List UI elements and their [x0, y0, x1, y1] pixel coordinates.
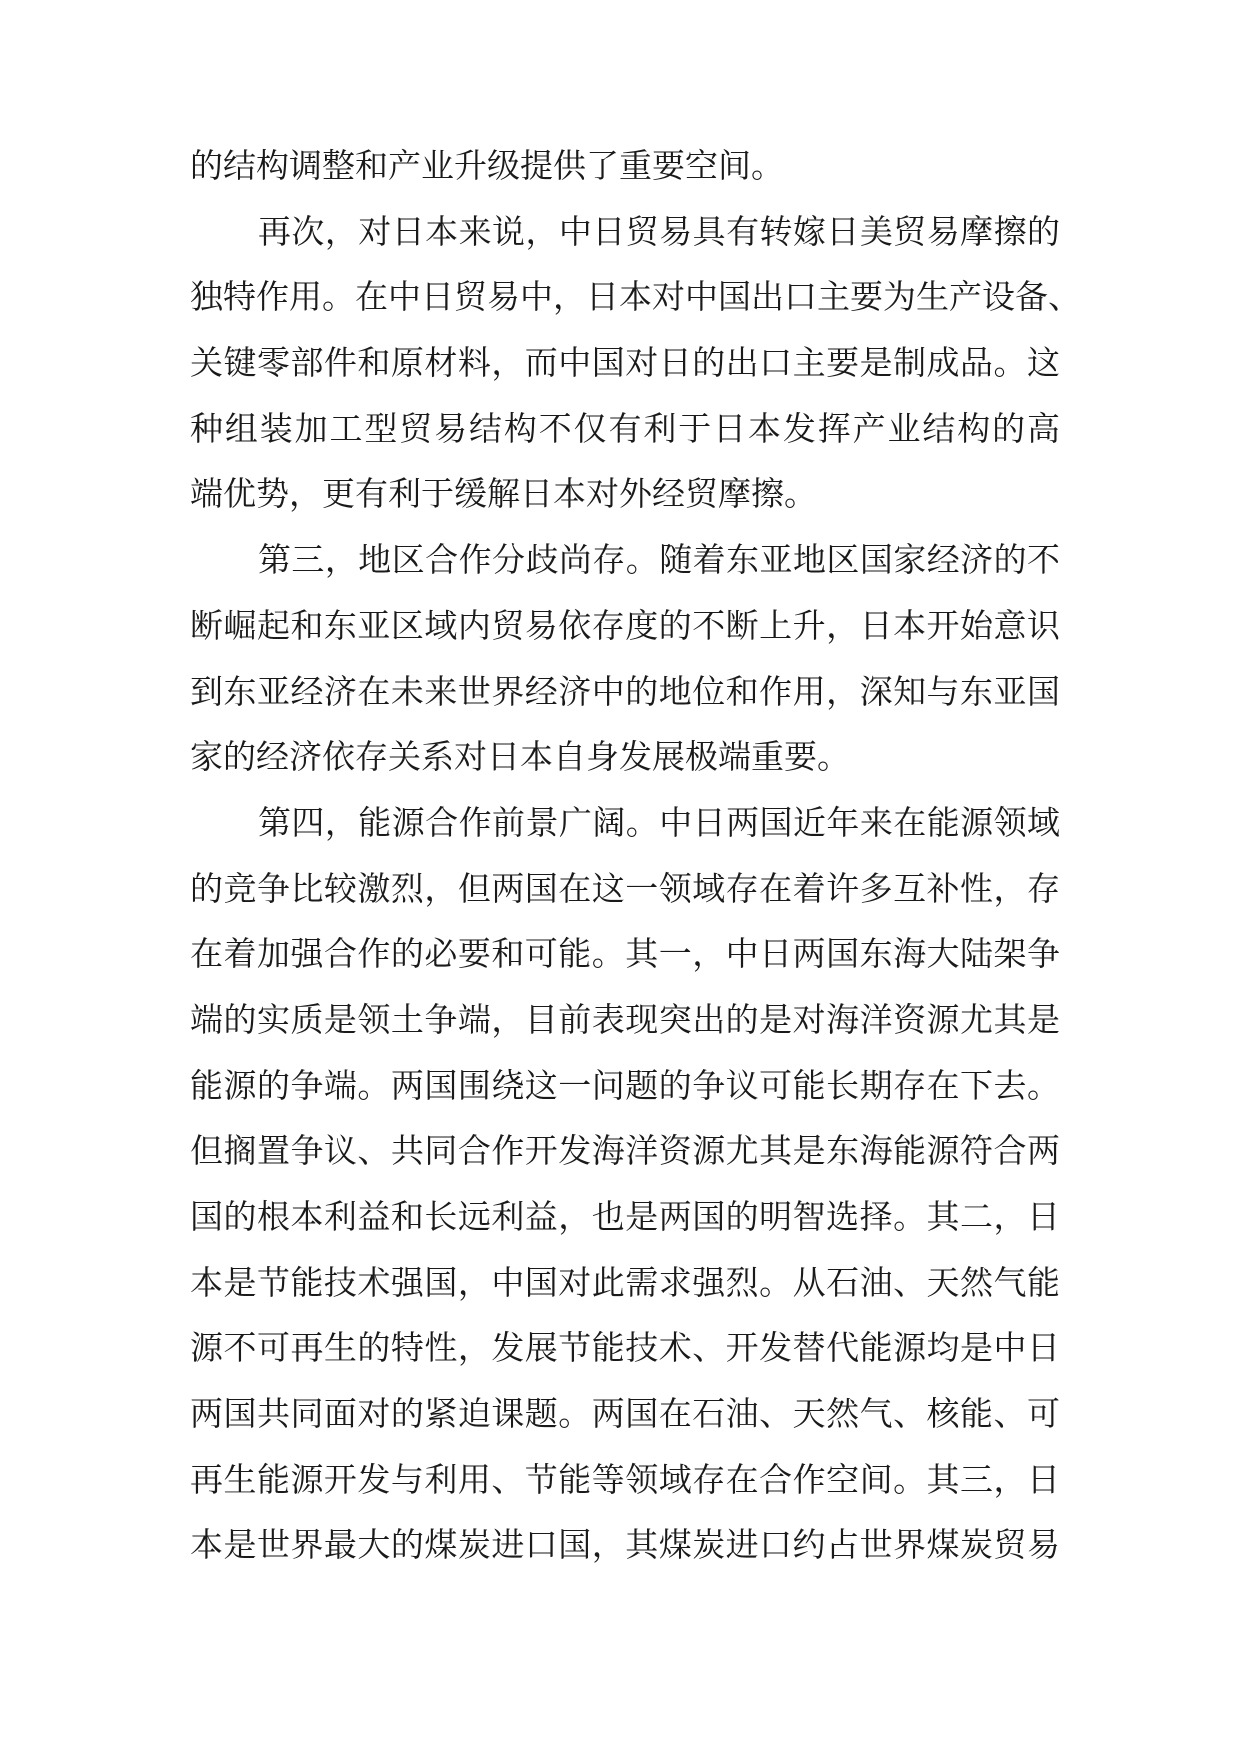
- text-line: 本是节能技术强国，中国对此需求强烈。从石油、天然气能: [190, 1262, 1060, 1302]
- text-line: 的结构调整和产业升级提供了重要空间。: [190, 146, 784, 185]
- text-line: 端优势，更有利于缓解日本对外经贸摩擦。: [190, 474, 817, 514]
- text-line: 第三，地区合作分歧尚存。随着东亚地区国家经济的不: [258, 540, 1060, 580]
- text-line: 独特作用。在中日贸易中，日本对中国出口主要为生产设备、: [190, 277, 1081, 317]
- text-line: 端的实质是领土争端，目前表现突出的是对海洋资源尤其是: [190, 999, 1060, 1039]
- text-line: 本是世界最大的煤炭进口国，其煤炭进口约占世界煤炭贸易: [190, 1525, 1060, 1565]
- text-line: 关键零部件和原材料，而中国对日的出口主要是制成品。这: [190, 343, 1060, 383]
- text-line: 再生能源开发与利用、节能等领域存在合作空间。其三，日: [190, 1459, 1060, 1499]
- text-line: 断崛起和东亚区域内贸易依存度的不断上升，日本开始意识: [190, 605, 1060, 645]
- text-line: 的竞争比较激烈，但两国在这一领域存在着许多互补性，存: [190, 868, 1060, 908]
- text-line: 国的根本利益和长远利益，也是两国的明智选择。其二，日: [190, 1197, 1060, 1236]
- text-line: 能源的争端。两国围绕这一问题的争议可能长期存在下去。: [190, 1065, 1060, 1105]
- text-line: 再次，对日本来说，中日贸易具有转嫁日美贸易摩擦的: [258, 211, 1060, 251]
- text-line: 两国共同面对的紧迫课题。两国在石油、天然气、核能、可: [190, 1394, 1060, 1434]
- text-line: 在着加强合作的必要和可能。其一，中日两国东海大陆架争: [190, 934, 1060, 974]
- text-line: 源不可再生的特性，发展节能技术、开发替代能源均是中日: [190, 1328, 1060, 1368]
- body-text: [190, 146, 1081, 1591]
- text-line: 家的经济依存关系对日本自身发展极端重要。: [190, 737, 850, 777]
- text-line: 种组装加工型贸易结构不仅有利于日本发挥产业结构的高: [190, 408, 1060, 448]
- text-line: 到东亚经济在未来世界经济中的地位和作用，深知与东亚国: [190, 671, 1060, 711]
- text-line: 第四，能源合作前景广阔。中日两国近年来在能源领域: [258, 802, 1060, 842]
- text-line: 但搁置争议、共同合作开发海洋资源尤其是东海能源符合两: [190, 1131, 1060, 1171]
